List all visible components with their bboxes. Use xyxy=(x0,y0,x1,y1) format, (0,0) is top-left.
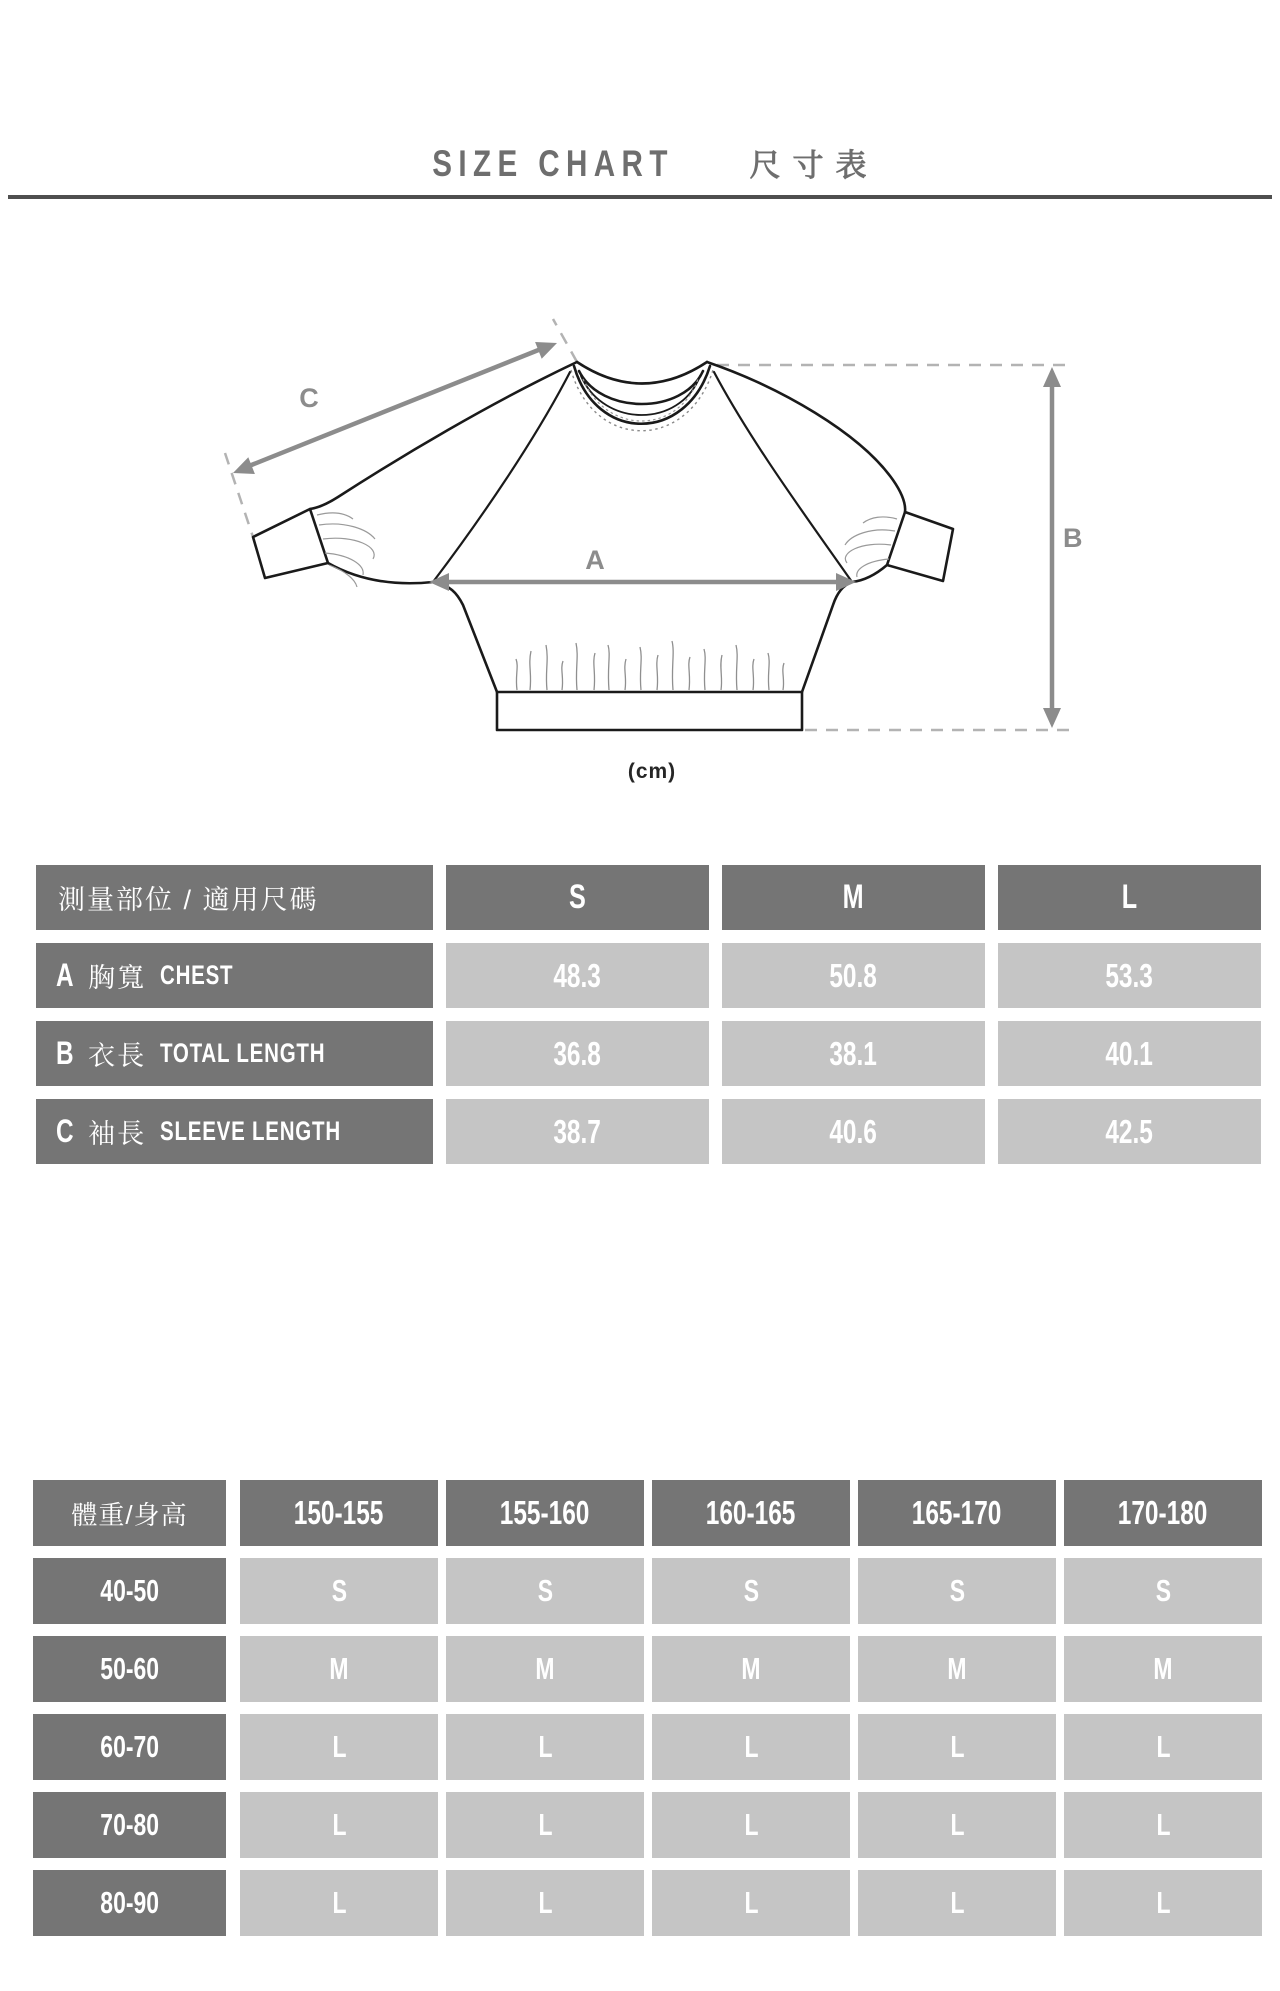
fit-cell-3-2: L xyxy=(652,1792,850,1858)
chest-width-label: A xyxy=(585,545,605,575)
fit-cell-3-1: L xyxy=(446,1792,644,1858)
fit-cell-0-0: S xyxy=(240,1558,438,1624)
fit-cell-1-3: M xyxy=(858,1636,1056,1702)
fit-cell-2-1: L xyxy=(446,1714,644,1780)
fit-cell-0-4: S xyxy=(1064,1558,1262,1624)
sleeve-length-value-l: 42.5 xyxy=(998,1099,1261,1164)
fit-cell-1-1: M xyxy=(446,1636,644,1702)
measurement-row-label-sleeve-length: C 袖長 SLEEVE LENGTH xyxy=(36,1099,433,1164)
page-title-en: SIZE CHART xyxy=(431,143,674,184)
chest-width-arrow xyxy=(429,545,856,591)
fit-cell-4-2: L xyxy=(652,1870,850,1936)
sleeve-length-value-s: 38.7 xyxy=(446,1099,709,1164)
total-length-label: B xyxy=(1063,523,1083,553)
height-column-header-4: 170-180 xyxy=(1064,1480,1262,1546)
chest-value-l: 53.3 xyxy=(998,943,1261,1008)
fit-cell-2-2: L xyxy=(652,1714,850,1780)
weight-row-label-2: 60-70 xyxy=(33,1714,226,1780)
fit-cell-4-4: L xyxy=(1064,1870,1262,1936)
fit-cell-1-2: M xyxy=(652,1636,850,1702)
chest-value-s: 48.3 xyxy=(446,943,709,1008)
hem-gather-lines xyxy=(516,641,784,690)
garment-diagram xyxy=(205,315,1095,785)
title-divider-line xyxy=(8,195,1272,199)
fit-cell-4-1: L xyxy=(446,1870,644,1936)
measurement-row-label-chest: A 胸寬 CHEST xyxy=(36,943,433,1008)
weight-row-label-4: 80-90 xyxy=(33,1870,226,1936)
page-title-cjk: 尺寸表 xyxy=(749,148,879,183)
size-column-header-m: M xyxy=(722,865,985,930)
weight-row-label-3: 70-80 xyxy=(33,1792,226,1858)
height-column-header-3: 165-170 xyxy=(858,1480,1056,1546)
fit-cell-0-2: S xyxy=(652,1558,850,1624)
total-length-value-l: 40.1 xyxy=(998,1021,1261,1086)
fit-cell-1-0: M xyxy=(240,1636,438,1702)
height-column-header-2: 160-165 xyxy=(652,1480,850,1546)
page-title xyxy=(0,140,1280,185)
measurement-row-label-total-length: B 衣長 TOTAL LENGTH xyxy=(36,1021,433,1086)
sleeve-length-value-m: 40.6 xyxy=(722,1099,985,1164)
total-length-value-s: 36.8 xyxy=(446,1021,709,1086)
size-column-header-s: S xyxy=(446,865,709,930)
height-column-header-0: 150-155 xyxy=(240,1480,438,1546)
fit-cell-3-3: L xyxy=(858,1792,1056,1858)
total-length-value-m: 38.1 xyxy=(722,1021,985,1086)
fit-guide-table xyxy=(33,1480,1262,1936)
dashed-reference-lines xyxy=(225,319,1073,730)
fit-cell-0-3: S xyxy=(858,1558,1056,1624)
fit-cell-3-0: L xyxy=(240,1792,438,1858)
size-column-header-l: L xyxy=(998,865,1261,930)
height-column-header-1: 155-160 xyxy=(446,1480,644,1546)
total-length-arrow xyxy=(1043,367,1083,728)
fit-cell-0-1: S xyxy=(446,1558,644,1624)
fit-cell-3-4: L xyxy=(1064,1792,1262,1858)
measurement-header-label: 測量部位 / 適用尺碼 xyxy=(36,865,433,930)
sleeve-length-label: C xyxy=(299,383,319,413)
weight-row-label-0: 40-50 xyxy=(33,1558,226,1624)
weight-row-label-1: 50-60 xyxy=(33,1636,226,1702)
fit-header-label: 體重/身高 xyxy=(33,1480,226,1546)
fit-cell-2-4: L xyxy=(1064,1714,1262,1780)
fit-cell-4-0: L xyxy=(240,1870,438,1936)
measurement-table xyxy=(36,865,1261,1164)
sleeve-length-arrow xyxy=(233,342,557,474)
fit-cell-2-0: L xyxy=(240,1714,438,1780)
chest-value-m: 50.8 xyxy=(722,943,985,1008)
fit-cell-2-3: L xyxy=(858,1714,1056,1780)
unit-label: (cm) xyxy=(627,760,677,783)
fit-cell-1-4: M xyxy=(1064,1636,1262,1702)
fit-cell-4-3: L xyxy=(858,1870,1056,1936)
